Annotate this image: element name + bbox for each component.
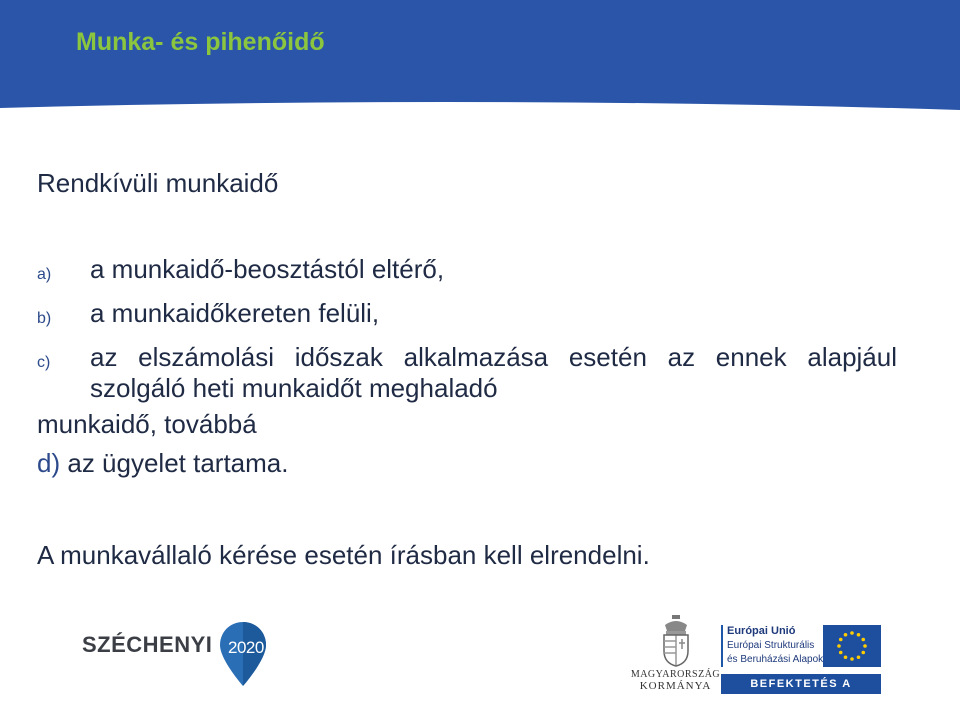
eu-star [857,633,861,637]
list-item-d-text: az ügyelet tartama. [67,448,289,478]
eu-star [857,655,861,659]
eu-star [837,644,841,648]
list-item-d [37,448,897,479]
szechenyi-logo-text: SZÉCHENYI [82,632,213,657]
hungarian-government-line2: KORMÁNYA [639,680,712,692]
eu-banner: BEFEKTETÉS A JÖVŐBE [721,674,881,694]
eu-flag-icon [823,625,881,667]
eu-star [850,657,854,661]
hungarian-crest-icon [659,615,693,667]
eu-line2: Európai Strukturális [727,640,815,651]
list-marker: b) [37,310,52,327]
header-band [0,0,960,120]
list-continuation: munkaidő, továbbá [37,409,257,439]
list-item [37,254,897,285]
closing-statement: A munkavállaló kérése esetén írásban kell elrendelni. [37,540,650,570]
hungarian-government-line1: MAGYARORSZÁG [630,669,721,680]
eu-star [844,655,848,659]
szechenyi-logo [82,620,272,690]
list-marker: c) [37,354,51,371]
list-item-text: a munkaidőkereten felüli, [90,298,380,328]
szechenyi-year: 2020 [228,638,264,657]
eu-star [861,638,865,642]
list-marker-d: d) [37,448,61,478]
eu-star [863,644,867,648]
list-item [37,342,897,404]
list-marker: a) [37,266,52,283]
eu-star [844,633,848,637]
eu-funding-logo [721,623,883,710]
eu-star [839,638,843,642]
header-band-shape [0,0,960,120]
eu-star [861,651,865,655]
item-list [37,254,897,479]
section-subtitle: Rendkívüli munkaidő [37,168,279,198]
eu-line1: Európai Unió [727,625,796,637]
eu-star [839,651,843,655]
eu-divider [721,625,723,667]
eu-line3: és Beruházási Alapok [727,654,824,665]
eu-star [850,631,854,635]
page-title: Munka- és pihenőidő [76,28,325,56]
list-item-text: a munkaidő-beosztástól eltérő, [90,254,445,284]
hungarian-government-logo [628,615,723,697]
list-item-text: az elszámolási időszak alkalmazása esetén az ennek alapjául szolgáló heti munkaidőt meghaladó [90,342,897,403]
list-item [37,298,897,329]
